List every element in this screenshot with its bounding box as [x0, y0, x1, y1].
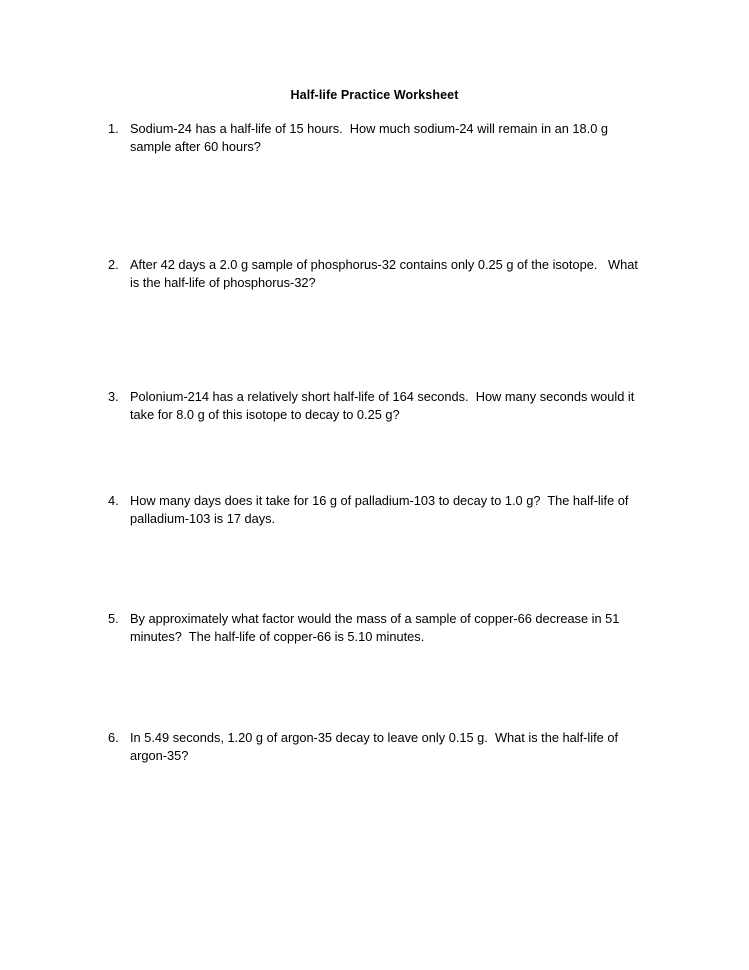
question-text: Polonium-214 has a relatively short half-life of 164 seconds. How many seconds would it take for 8.0 g of this isotope to decay to 0.25 g? [130, 388, 638, 422]
question-item [0, 729, 749, 765]
question-text: Sodium-24 has a half-life of 15 hours. How much sodium-24 will remain in an 18.0 g sample after 60 hours? [130, 121, 612, 155]
question-item [0, 388, 749, 424]
question-item [0, 256, 749, 292]
question-item [0, 492, 749, 528]
question-number: 4. [108, 492, 119, 508]
question-number: 5. [108, 611, 119, 627]
question-text: By approximately what factor would the mass of a sample of copper-66 decrease in 51 minutes? The half-life of copper-66 is 5.10 minutes. [130, 611, 623, 645]
question-text: After 42 days a 2.0 g sample of phosphorus-32 contains only 0.25 g of the isotope. What is the half-life of phosphorus-32? [130, 257, 642, 291]
question-number: 1. [108, 121, 119, 136]
question-number: 2. [108, 257, 119, 273]
question-item [0, 610, 749, 646]
question-number: 3. [108, 388, 119, 404]
page-title: Half-life Practice Worksheet [290, 88, 459, 102]
question-item [0, 120, 749, 156]
question-list [0, 120, 749, 765]
question-text: In 5.49 seconds, 1.20 g of argon-35 decay to leave only 0.15 g. What is the half-life of argon-35? [130, 729, 622, 763]
question-text: How many days does it take for 16 g of palladium-103 to decay to 1.0 g? The half-life of palladium-103 is 17 days. [130, 492, 632, 527]
question-number: 6. [108, 729, 119, 745]
